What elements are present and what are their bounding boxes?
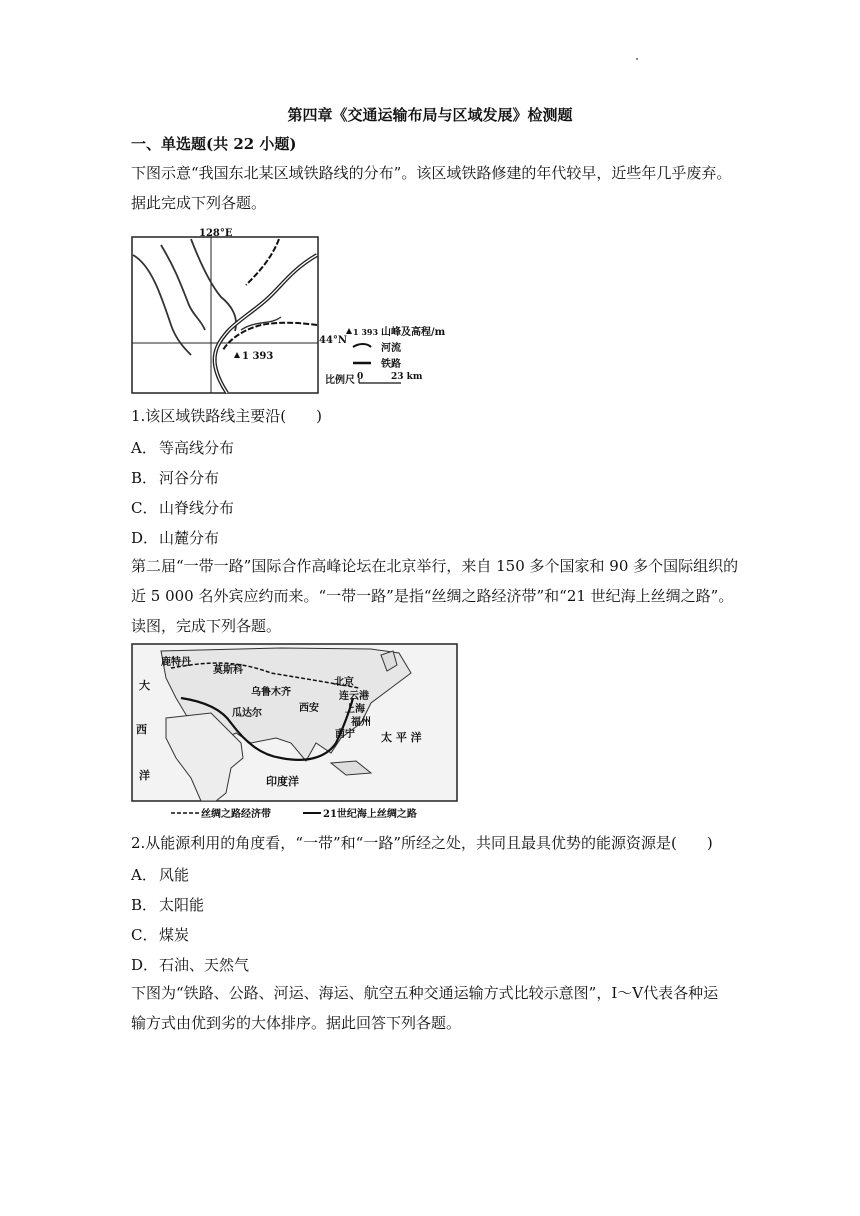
place-rotterdam: 鹿特丹 <box>161 657 191 668</box>
latitude-label: 44°N <box>319 335 348 346</box>
ocean-atlantic-2: 西 <box>136 723 147 736</box>
legend-belt: 丝绸之路经济带 <box>201 809 271 820</box>
ocean-pacific: 太 平 洋 <box>381 731 422 744</box>
railway-map-figure <box>131 225 471 395</box>
q2-stem: 2.从能源利用的角度看，“一带”和“一路”所经之处，共同且最具优势的能源资源是( ) <box>131 834 713 852</box>
q1-stem: 1.该区域铁路线主要沿( ) <box>131 407 323 425</box>
belt-road-map-figure <box>131 643 461 823</box>
q1-option-b[interactable]: B． 河谷分布 <box>131 469 220 487</box>
place-urumqi: 乌鲁木齐 <box>251 687 291 698</box>
scale-end: 23 km <box>391 372 423 382</box>
q1-option-d[interactable]: D．山麓分布 <box>131 529 220 547</box>
scan-dot <box>636 58 638 60</box>
q2-option-d[interactable]: D．石油、天然气 <box>131 956 250 974</box>
scale-start: 0 <box>357 372 364 382</box>
scale-label: 比例尺 <box>325 375 355 386</box>
q1-option-a[interactable]: A． 等高线分布 <box>131 439 235 457</box>
q1-option-c[interactable]: C． 山脊线分布 <box>131 499 235 517</box>
legend-river-label: 河流 <box>381 343 401 354</box>
legend-rail-label: 铁路 <box>381 359 401 370</box>
intro2-line2: 近 5 000 名外宾应约而来。“一带一路”是指“丝绸之路经济带”和“21 世纪海上丝绸之路”。 <box>131 587 734 605</box>
intro3-line2: 输方式由优到劣的大体排序。据此回答下列各题。 <box>131 1014 462 1032</box>
intro3-line1: 下图为“铁路、公路、河运、海运、航空五种交通运输方式比较示意图”，Ⅰ～Ⅴ代表各种运 <box>131 984 719 1002</box>
map-frame <box>132 237 318 393</box>
place-moscow: 莫斯科 <box>213 665 243 676</box>
ocean-atlantic-3: 洋 <box>139 769 150 782</box>
place-fuzhou: 福州 <box>351 717 371 728</box>
longitude-label: 128°E <box>199 228 233 239</box>
railway-map <box>131 225 471 395</box>
intro2-line3: 读图，完成下列各题。 <box>131 617 282 635</box>
intro2-line1: 第二届“一带一路”国际合作高峰论坛在北京举行，来自 150 多个国家和 90 多个国际组织的 <box>131 557 739 575</box>
place-nanning: 南宁 <box>335 729 355 740</box>
place-shanghai: 上海 <box>345 704 365 715</box>
legend-peak-sample: 1 393 <box>353 327 379 337</box>
place-gwadar: 瓜达尔 <box>232 708 262 719</box>
place-xian: 西安 <box>299 703 319 714</box>
ocean-indian: 印度洋 <box>266 775 299 788</box>
legend-road: 21世纪海上丝绸之路 <box>323 809 417 820</box>
q2-option-b[interactable]: B． 太阳能 <box>131 896 205 914</box>
intro1-line2: 据此完成下列各题。 <box>131 194 267 212</box>
q2-option-c[interactable]: C． 煤炭 <box>131 926 190 944</box>
q2-option-a[interactable]: A． 风能 <box>131 866 190 884</box>
section-heading: 一、单选题(共 22 小题) <box>131 135 297 153</box>
belt-road-map <box>131 643 461 823</box>
intro1-line1: 下图示意“我国东北某区域铁路线的分布”。该区域铁路修建的年代较早，近些年几乎废弃。 <box>131 164 732 182</box>
legend-peak-label: 山峰及高程/m <box>381 327 446 338</box>
place-beijing: 北京 <box>334 677 354 688</box>
page-title: 第四章《交通运输布局与区域发展》检测题 <box>287 106 573 124</box>
peak-elevation: 1 393 <box>242 351 274 362</box>
place-lianyungang: 连云港 <box>339 691 369 702</box>
ocean-atlantic-1: 大 <box>139 679 150 692</box>
